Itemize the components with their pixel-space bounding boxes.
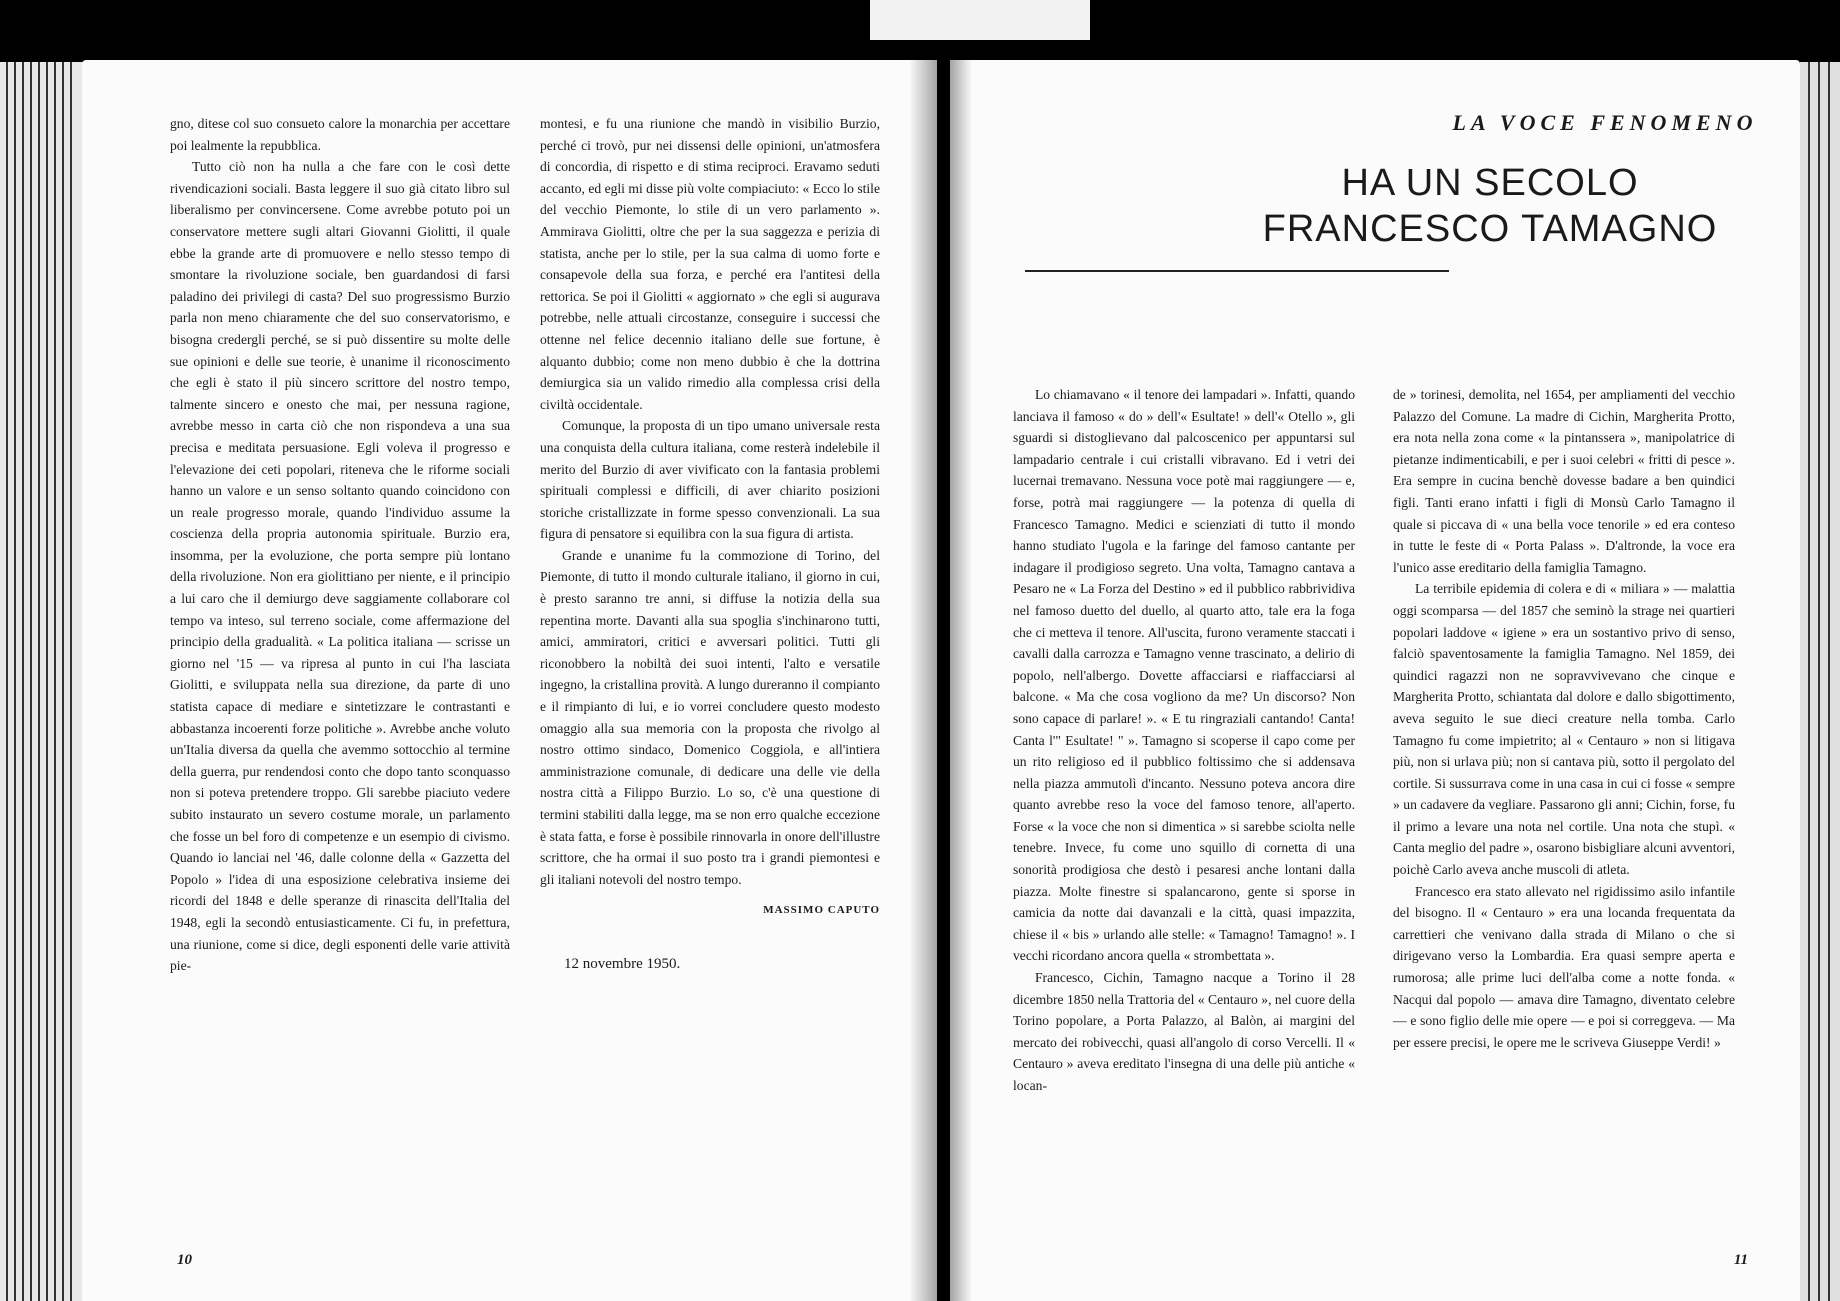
title-line-2: FRANCESCO TAMAGNO: [1262, 208, 1718, 250]
left-page-stack-edges: [0, 62, 90, 1301]
scanner-background-strip: [870, 0, 1090, 40]
title-rule: [1025, 270, 1449, 272]
author-signature: MASSIMO CAPUTO: [763, 904, 880, 917]
page-number: 10: [177, 1252, 192, 1268]
gutter-shadow: [909, 60, 937, 1301]
left-column-1: [170, 113, 510, 977]
right-column-1: [1013, 384, 1355, 1097]
paragraph: de » torinesi, demolita, nel 1654, per ampliamenti del vecchio Palazzo del Comune. La madre di Cichin, Margherita Protto, era nota nella zona come « la pintanssera », manipolatrice di pietanze indimenticabili, e per i suoi celebri « fritti di pesce ». Era sempre in cucina benchè dovesse badare a ben quindici figli. Tanti erano infatti i figli di Monsù Carlo Tamagno il quale si piccava di « una bella voce tenorile » ed era conteso in tutte le feste di « Porta Palass ». D'altronde, la voce era l'unico asse ereditario della famiglia Tamagno.: [1393, 387, 1735, 575]
section-kicker: LA VOCE FENOMENO: [1452, 110, 1758, 135]
right-page: [950, 60, 1800, 1301]
left-page: [82, 60, 937, 1301]
paragraph: Tutto ciò non ha nulla a che fare con le così dette rivendicazioni sociali. Basta leggere il suo già citato libro sul liberalismo per convincersene. Come avrebbe potuto poi un conservatore mettere sugli altari Giovanni Giolitti, il quale ebbe la grande arte di promuovere e nello stesso tempo di smontare la rivoluzione sociale, ben guardandosi di farsi paladino dei privilegi di casta? Del suo progressismo Burzio parla non meno chiaramente che del suo conservatorismo, e bisogna credergli perché, se si può dissentire su molte delle sue opinioni e delle sue teorie, è unanime il riconoscimento che egli è stato il più sincero scrittore del nostro tempo, talmente sincero e onesto che mai, per nessuna ragione, avrebbe messo in carta ciò che non rispondeva a una sua precisa e meditata persuasione. Egli voleva il progresso e l'elevazione dei ceti popolari, riteneva che le riforme sociali hanno un valore e un senso soltanto quando coincidono con un reale progresso morale, quando l'individuo assume la coscienza della propria autonomia spirituale. Burzio era, insomma, per la evoluzione, che porta sempre più lontano della rivoluzione. Non era giolittiano per niente, e il principio a lui caro che il demiurgo deve saggiamente collaborare col tempo va inteso, sul terreno sociale, come affermazione del principio della gradualità. « La politica italiana — scrisse un giorno nel '15 — va ripresa al punto in cui l'ha lasciata Giolitti, e sviluppata nella sua direzione, da parte di uno statista capace di mediare e sintetizzare le contrastanti e abbastanza incoerenti forze politiche ». Avrebbe anche voluto un'Italia diversa da quella che avemmo sottocchio al termine della guerra, pur rendendosi conto che dopo tanto sconquasso non si poteva pretendere troppo. Gli sarebbe piaciuto vedere subito instaurato un severo costume morale, un parlamento che fosse un bel foro di competenze e un esempio di civismo. Quando io lanciai nel '46, dalle colonne della « Gazzetta del Popolo » l'idea di una esposizione celebrativa insieme dei ricordi del 1848 e delle speranze di rinascita dell'Italia del 1948, egli la secondò entusiasticamente. Ci fu, in prefettura, una riunione, come si dice, degli esponenti delle varie attività pie-: [170, 159, 510, 974]
right-column-2: [1393, 384, 1735, 1053]
article-title: [1200, 160, 1780, 252]
paragraph: Comunque, la proposta di un tipo umano universale resta una conquista della cultura italiana, come resterà indelebile il merito del Burzio di aver vivificato con la fantasia problemi spirituali complessi e difficili, di aver chiarito posizioni storiche cristallizzate in forme spesso convenzionali. La sua figura di pensatore si equilibra con la sua figura di artista.: [540, 418, 880, 542]
paragraph: Francesco, Cichin, Tamagno nacque a Torino il 28 dicembre 1850 nella Trattoria del « Centauro », nel cuore della Torino popolare, a Porta Palazzo, al Balòn, ai margini del mercato dei robivecchi, quasi all'angolo di corso Vercelli. Il « Centauro » aveva ereditato l'insegna di una delle più antiche « locan-: [1013, 970, 1355, 1093]
dateline: 12 novembre 1950.: [564, 955, 681, 972]
paragraph: La terribile epidemia di colera e di « miliara » — malattia oggi scomparsa — del 1857 che seminò la strage nei quartieri popolari laddove « igiene » era un sostantivo privo di senso, falciò spaventosamente la famiglia Tamagno. Nel 1859, dei quindici ragazzi non ne sopravvivevano che cinque e Margherita Protto, schiantata dal dolore e dallo sbigottimento, aveva seguito le sue dieci creature nella tomba. Carlo Tamagno fu come impietrito; al « Centauro » non si litigava più, non si urlava più; non si cantava più, sotto il pergolato del cortile. Si sussurrava come in una casa in cui ci fosse « sempre » un cadavere da vegliare. Passarono gli anni; Cichin, forse, fu il primo a levare una nota nel cortile. Una nota che stupì. « Canta meglio del padre », osarono bisbigliare alcuni avventori, poichè Carlo aveva anche muscoli di atleta.: [1393, 581, 1736, 878]
paragraph: Grande e unanime fu la commozione di Torino, del Piemonte, di tutto il mondo culturale italiano, il giorno in cui, è presto saranno tre anni, si diffuse la notizia della sua repentina morte. Davanti alla sua spoglia s'inchinarono tutti, amici, ammiratori, critici e avversari politici. Tutti gli riconobbero la nobiltà dei suoi intenti, l'alto e versatile ingegno, la cristallina provità. A lungo dureranno il compianto e il rimpianto di lui, e io vorrei concludere questo modesto omaggio alla sua memoria con la proposta che rivolgo al nostro ottimo sindaco, Domenico Coggiola, e all'intiera amministrazione comunale, di dedicare una delle vie della nostra città a Filippo Burzio. Lo so, c'è una questione di termini stabiliti dalla legge, ma se non erro qualche eccezione è stata fatta, e forse è possibile rinnovarla in onore dell'illustre scrittore, che ha ormai il suo posto tra i grandi piemontesi e gli italiani notevoli del nostro tempo.: [540, 547, 880, 887]
paragraph: Francesco era stato allevato nel rigidissimo asilo infantile del bisogno. Il « Centauro » era una locanda frequentata da carrettieri che venivano dalla strada di Milano o che si dirigevano verso la Lombardia. Era quasi sempre aperta e rumorosa; alle prime luci dell'alba come a notte fonda. « Nacqui dal popolo — amava dire Tamagno, diventato celebre — e sono figlio delle mie opere — e poi si correggeva. — Ma per essere precisi, le opere me le scriveva Giuseppe Verdi! »: [1393, 883, 1735, 1050]
left-column-2: [540, 113, 880, 976]
paragraph: Lo chiamavano « il tenore dei lampadari ». Infatti, quando lanciava il famoso « do » dell'« Esultate! » dell'« Otello », gli sguardi si distoglievano dal palcoscenico per appuntarsi sul lampadario centrale i cui cristalli vibravano. Ed i vetri dei lucernai tremavano. Nessuna voce potè mai raggiungere — e, forse, potrà mai raggiungere — la potenza di quella di Francesco Tamagno. Medici e scienziati di tutto il mondo hanno studiato l'ugola e la faringe del famoso cantante per indagare il prodigioso segreto. Una volta, Tamagno cantava a Pesaro ne « La Forza del Destino » ed il pubblico rabbrividiva nel famoso duetto del duello, al quarto atto, tale era la foga che ci metteva il tenore. All'uscita, furono veramente staccati i cavalli dalla carrozza e Tamagno venne trascinato, a delirio di popolo, nell'albergo. Dovette affacciarsi e riaffacciarsi al balcone. « Ma che cosa vogliono da me? Un discorso? Non sono capace di parlare! ». « E tu ringraziali cantando! Canta! Canta l'" Esultate! " ». Tamagno si scoperse il capo come per un rito religioso ed il pubblico foltissimo che si addensava nella piazza ammutolì d'incanto. Nessuno poteva ancora dire quanto avrebbe reso la voce del famoso tenore, all'aperto. Forse « la voce che non si dimentica » si sarebbe sciolta nelle tenebre. Invece, fu come uno squillo di cornetta di una sonorità prodigiosa che destò i pesaresi anche lontani dalla piazza. Molte finestre si spalancarono, gente si sporse in camicia da notte dai davanzali e la città, quasi impazzita, chiese il « bis » urlando alle stelle: « Tamagno! Tamagno! ». I vecchi ricordano ancora quella « strombettata ».: [1013, 387, 1355, 964]
gutter-shadow: [950, 60, 972, 1301]
paragraph: gno, ditese col suo consueto calore la monarchia per accettare poi lealmente la repubblica.: [170, 116, 510, 153]
page-number: 11: [1733, 1252, 1748, 1268]
paragraph: montesi, e fu una riunione che mandò in visibilio Burzio, perché ci trovò, pur nei dissensi delle opinioni, un'atmosfera di concordia, di rispetto e di stima reciproci. Eravamo seduti accanto, ed egli mi disse più volte compiaciuto: « Ecco lo stile del vecchio Piemonte, lo stile di un vero parlamento ». Ammirava Giolitti, oltre che per la sua saggezza e perizia di statista, anche per lo stile, per la sua calma di uomo forte e consapevole della sua forza, e perché era l'antitesi della rettorica. Se poi il Giolitti « aggiornato » che egli si augurava potrebbe, nelle attuali circostanze, conseguire i successi che ottenne nel felice decennio italiano delle sue fortune, è alquanto dubbio; come non meno dubbio è che la dottrina demiurgica sia un valido rimedio alla complessa crisi della civiltà occidentale.: [540, 116, 880, 412]
title-line-1: HA UN SECOLO: [1341, 162, 1639, 204]
